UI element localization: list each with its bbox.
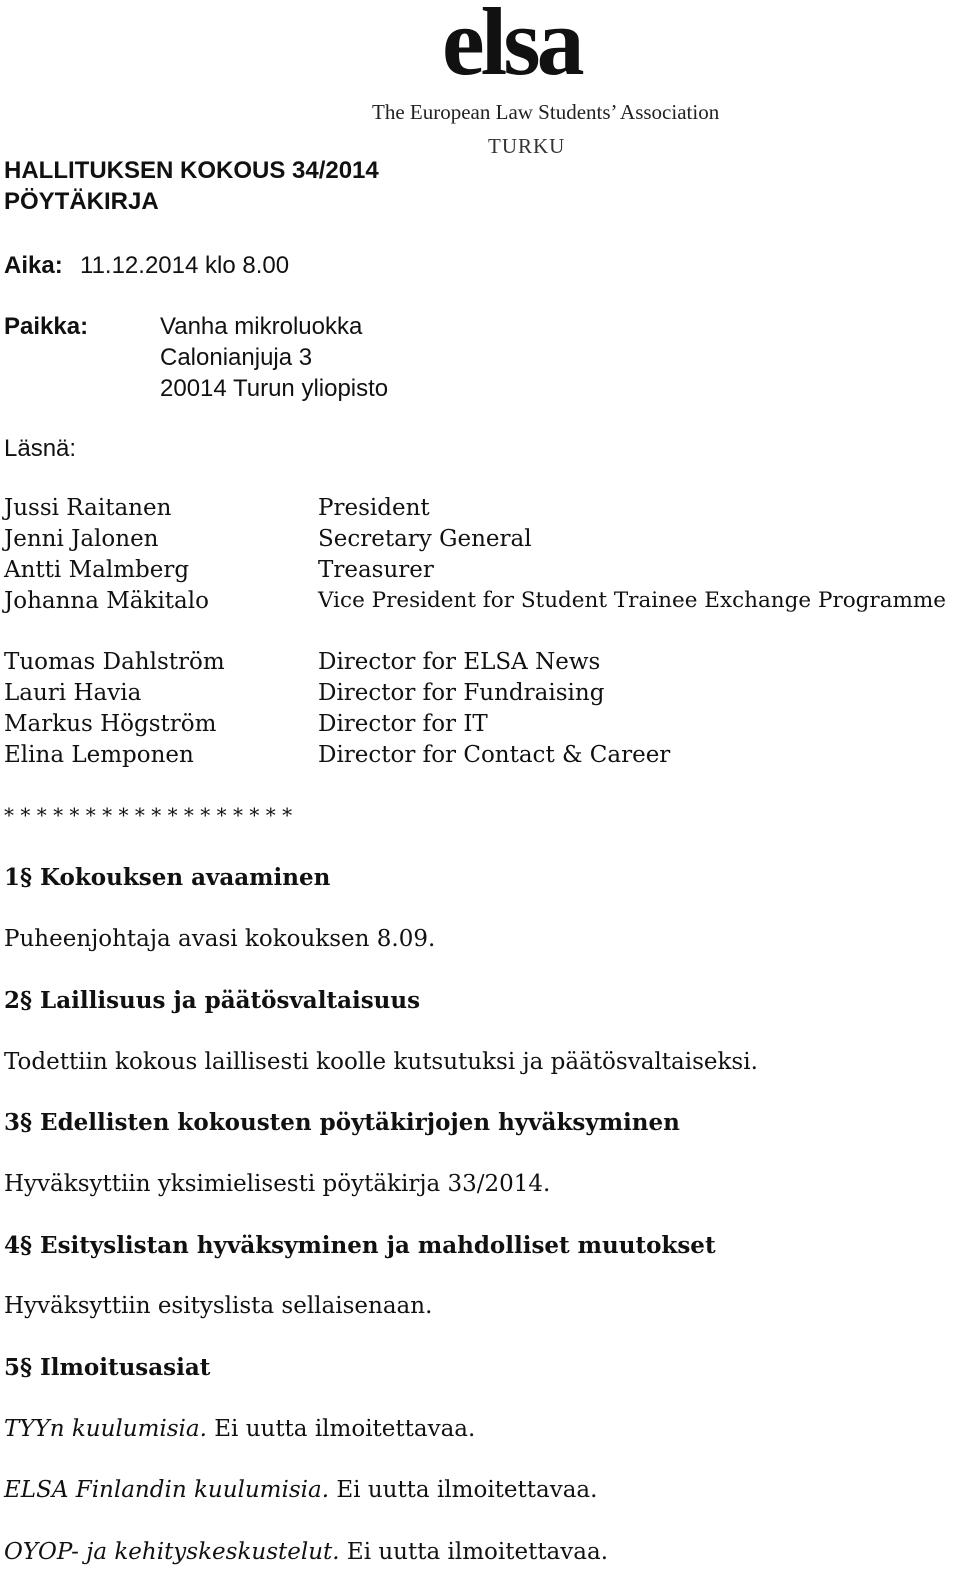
attendee-name: Lauri Havia [4, 680, 142, 706]
attendee-role: Director for Fundraising [318, 680, 605, 706]
separator: * * * * * * * * * * * * * * * * * * [4, 803, 293, 827]
attendee-name: Jussi Raitanen [4, 495, 172, 521]
announcement-topic: ELSA Finlandin kuulumisia. [4, 1477, 330, 1503]
attendee-role: Vice President for Student Trainee Exchange Programme [318, 588, 947, 613]
section-heading: 3§ Edellisten kokousten pöytäkirjojen hyväksyminen [4, 1109, 680, 1136]
logo-tagline: The European Law Students’ Association [372, 100, 720, 124]
present-label: Läsnä: [4, 435, 77, 462]
section-body: Hyväksyttiin yksimielisesti pöytäkirja 33/2014. [4, 1171, 551, 1197]
section-heading: 4§ Esityslistan hyväksyminen ja mahdolliset muutokset [4, 1232, 716, 1259]
attendee-name: Markus Högström [4, 711, 217, 737]
attendee-role: Director for ELSA News [318, 649, 601, 675]
place-line: Vanha mikroluokka [160, 313, 363, 340]
announcement [4, 1416, 475, 1442]
section-heading: 5§ Ilmoitusasiat [4, 1354, 211, 1381]
document-title-line1: HALLITUKSEN KOKOUS 34/2014 [4, 157, 379, 184]
section-heading: 2§ Laillisuus ja päätösvaltaisuus [4, 987, 421, 1014]
section-body: Hyväksyttiin esityslista sellaisenaan. [4, 1293, 433, 1319]
place-line: Calonianjuja 3 [160, 344, 313, 371]
section-body: Todettiin kokous laillisesti koolle kutsutuksi ja päätösvaltaiseksi. [4, 1049, 758, 1075]
attendee-name: Johanna Mäkitalo [4, 588, 209, 614]
attendee-name: Jenni Jalonen [4, 526, 159, 552]
section-body: Puheenjohtaja avasi kokouksen 8.09. [4, 926, 436, 952]
announcement-text: Ei uutta ilmoitettavaa. [339, 1539, 609, 1565]
place-line: 20014 Turun yliopisto [160, 375, 389, 402]
attendee-role: President [318, 495, 430, 521]
announcement [4, 1539, 608, 1565]
attendee-name: Elina Lemponen [4, 742, 194, 768]
logo-wordmark: elsa [442, 0, 581, 95]
elsa-logo [372, 0, 720, 170]
announcement-topic: OYOP- ja kehityskeskustelut. [4, 1539, 340, 1565]
section-heading: 1§ Kokouksen avaaminen [4, 864, 331, 891]
logo-city: TURKU [488, 134, 566, 158]
attendee-role: Treasurer [318, 557, 434, 583]
attendee-name: Antti Malmberg [4, 557, 190, 583]
attendee-role: Director for Contact & Career [318, 742, 671, 768]
time-label: Aika: [4, 252, 63, 279]
attendee-role: Secretary General [318, 526, 532, 552]
announcement [4, 1477, 597, 1503]
document-title-line2: PÖYTÄKIRJA [4, 188, 159, 215]
attendee-role: Director for IT [318, 711, 488, 737]
place-label: Paikka: [4, 313, 89, 340]
time-value: 11.12.2014 klo 8.00 [80, 252, 290, 279]
announcement-text: Ei uutta ilmoitettavaa. [206, 1416, 476, 1442]
announcement-text: Ei uutta ilmoitettavaa. [329, 1477, 598, 1503]
announcement-topic: TYYn kuulumisia. [4, 1416, 207, 1442]
attendee-name: Tuomas Dahlström [4, 649, 225, 675]
